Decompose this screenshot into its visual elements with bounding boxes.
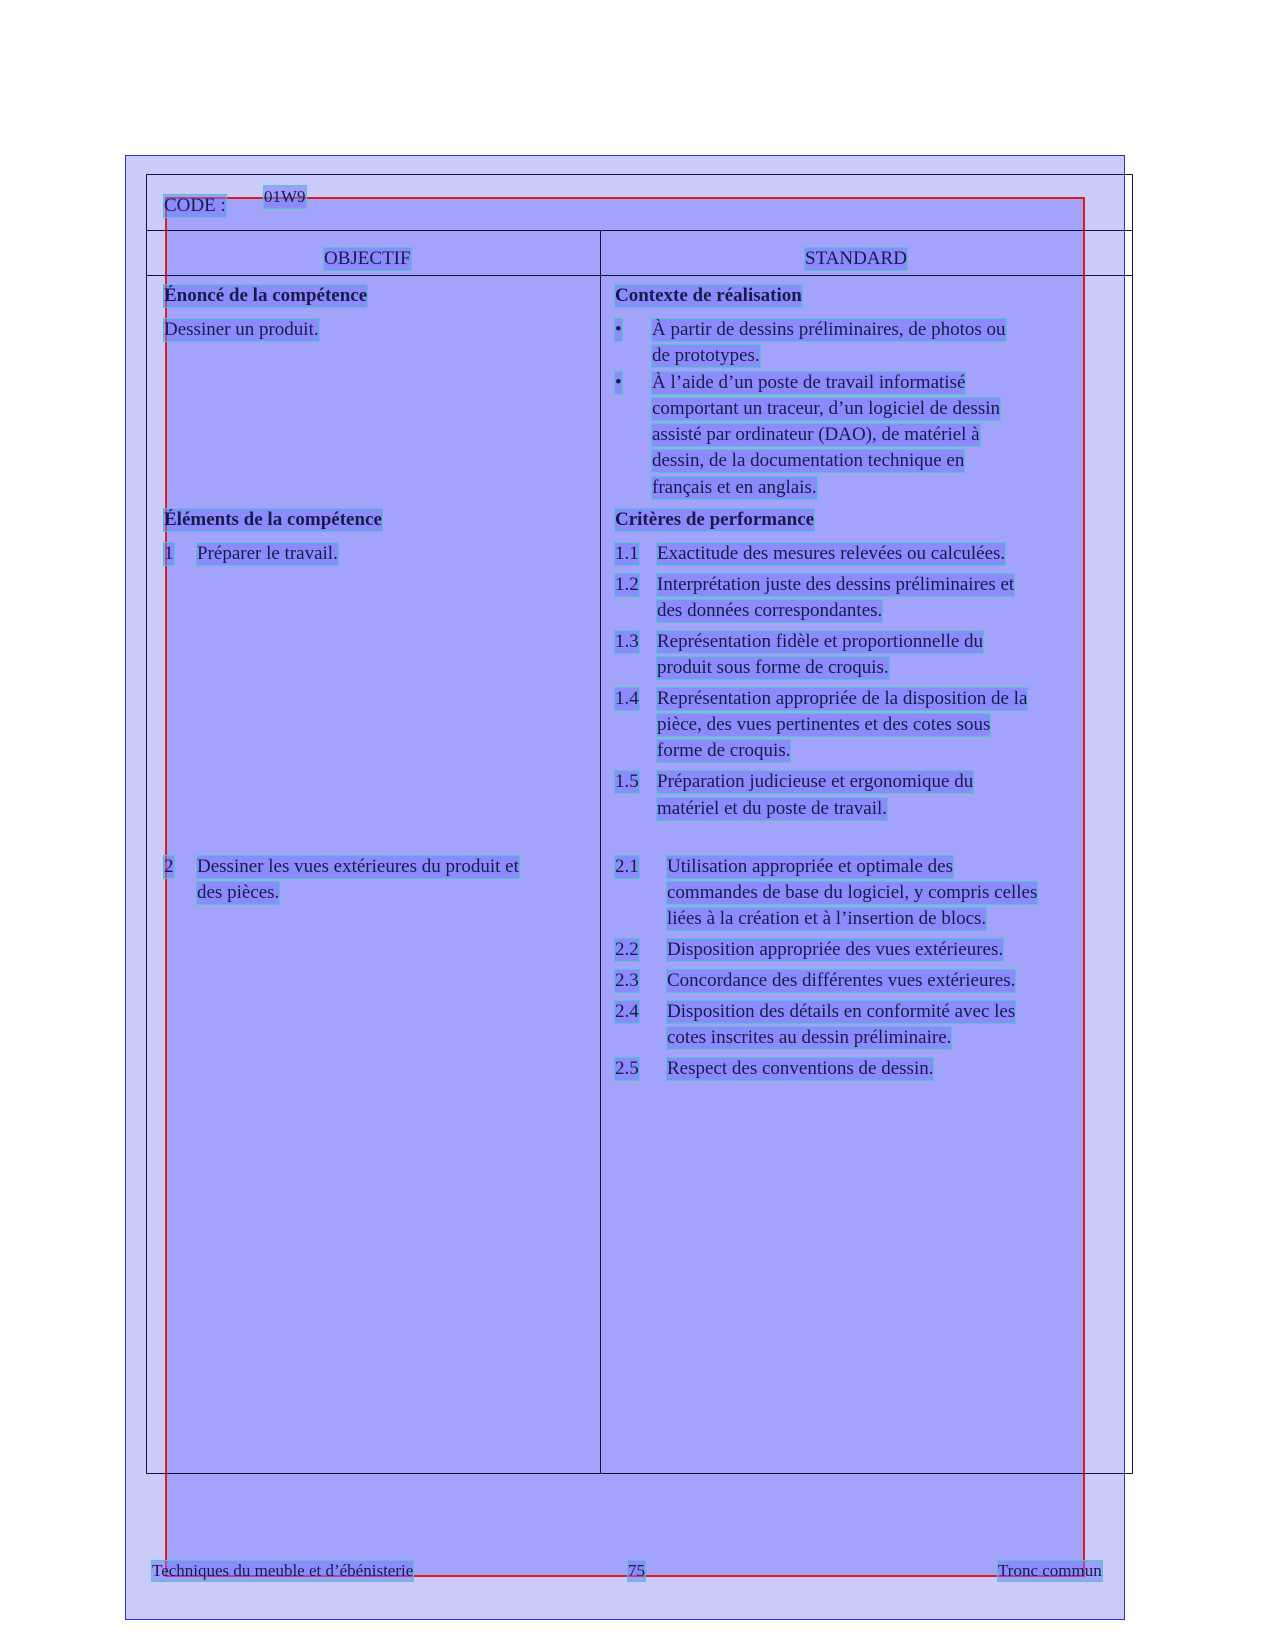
criterion-line: cotes inscrites au dessin préliminaire. <box>667 1027 952 1048</box>
criterion-line: Concordance des différentes vues extérieures. <box>667 970 1016 991</box>
competence-table <box>146 174 1133 1474</box>
criterion-number: 1.1 <box>615 543 639 564</box>
criterion-line: Représentation fidèle et proportionnelle du <box>657 631 984 652</box>
criterion-number: 1.2 <box>615 574 639 595</box>
criterion-line: forme de croquis. <box>657 740 791 761</box>
criterion-line: Respect des conventions de dessin. <box>667 1058 934 1079</box>
contexte-title: Contexte de réalisation <box>615 285 802 306</box>
footer-section: Tronc commun <box>998 1561 1102 1580</box>
context-line: assisté par ordinateur (DAO), de matériel à <box>652 424 980 445</box>
element-number: 2 <box>164 856 174 877</box>
criterion-line: Préparation judicieuse et ergonomique du <box>657 771 974 792</box>
element-number: 1 <box>164 543 174 564</box>
criterion-line: Utilisation appropriée et optimale des <box>667 856 953 877</box>
context-line: dessin, de la documentation technique en <box>652 450 965 471</box>
column-header-standard: STANDARD <box>805 248 907 269</box>
context-line: À l’aide d’un poste de travail informatisé <box>652 372 966 393</box>
table-divider-header <box>146 230 1133 231</box>
criterion-line: Disposition des détails en conformité avec les <box>667 1001 1016 1022</box>
criterion-line: Interprétation juste des dessins préliminaires et <box>657 574 1015 595</box>
criterion-line: Disposition appropriée des vues extérieures. <box>667 939 1004 960</box>
enonce-title: Énoncé de la compétence <box>164 285 368 306</box>
column-header-objectif: OBJECTIF <box>324 248 411 269</box>
criterion-line: matériel et du poste de travail. <box>657 798 888 819</box>
criterion-number: 2.4 <box>615 1001 639 1022</box>
criterion-number: 2.3 <box>615 970 639 991</box>
criterion-line: liées à la création et à l’insertion de blocs. <box>667 908 987 929</box>
criterion-line: commandes de base du logiciel, y compris celles <box>667 882 1038 903</box>
context-bullet: • <box>615 372 622 393</box>
criterion-number: 2.2 <box>615 939 639 960</box>
criteres-title: Critères de performance <box>615 509 815 530</box>
criterion-line: des données correspondantes. <box>657 600 883 621</box>
criterion-number: 1.5 <box>615 771 639 792</box>
table-column-divider <box>600 230 601 1474</box>
context-line: À partir de dessins préliminaires, de photos ou <box>652 319 1006 340</box>
elements-title: Éléments de la compétence <box>164 509 382 530</box>
element-text: Préparer le travail. <box>197 543 338 564</box>
criterion-number: 2.1 <box>615 856 639 877</box>
element-text: des pièces. <box>197 882 280 903</box>
criterion-line: pièce, des vues pertinentes et des cotes sous <box>657 714 991 735</box>
competence-statement: Dessiner un produit. <box>164 319 319 340</box>
footer-program: Techniques du meuble et d’ébénisterie <box>152 1561 414 1580</box>
criterion-number: 1.3 <box>615 631 639 652</box>
criterion-line: Exactitude des mesures relevées ou calculées. <box>657 543 1006 564</box>
element-text: Dessiner les vues extérieures du produit et <box>197 856 519 877</box>
context-bullet: • <box>615 319 622 340</box>
criterion-number: 2.5 <box>615 1058 639 1079</box>
context-line: comportant un traceur, d’un logiciel de dessin <box>652 398 1000 419</box>
table-divider-columns <box>146 275 1133 276</box>
context-line: de prototypes. <box>652 345 760 366</box>
code-value: 01W9 <box>264 187 306 206</box>
footer-page-number: 75 <box>628 1561 645 1580</box>
criterion-line: Représentation appropriée de la disposition de la <box>657 688 1028 709</box>
context-line: français et en anglais. <box>652 477 817 498</box>
criterion-number: 1.4 <box>615 688 639 709</box>
code-label: CODE : <box>164 195 226 216</box>
criterion-line: produit sous forme de croquis. <box>657 657 889 678</box>
